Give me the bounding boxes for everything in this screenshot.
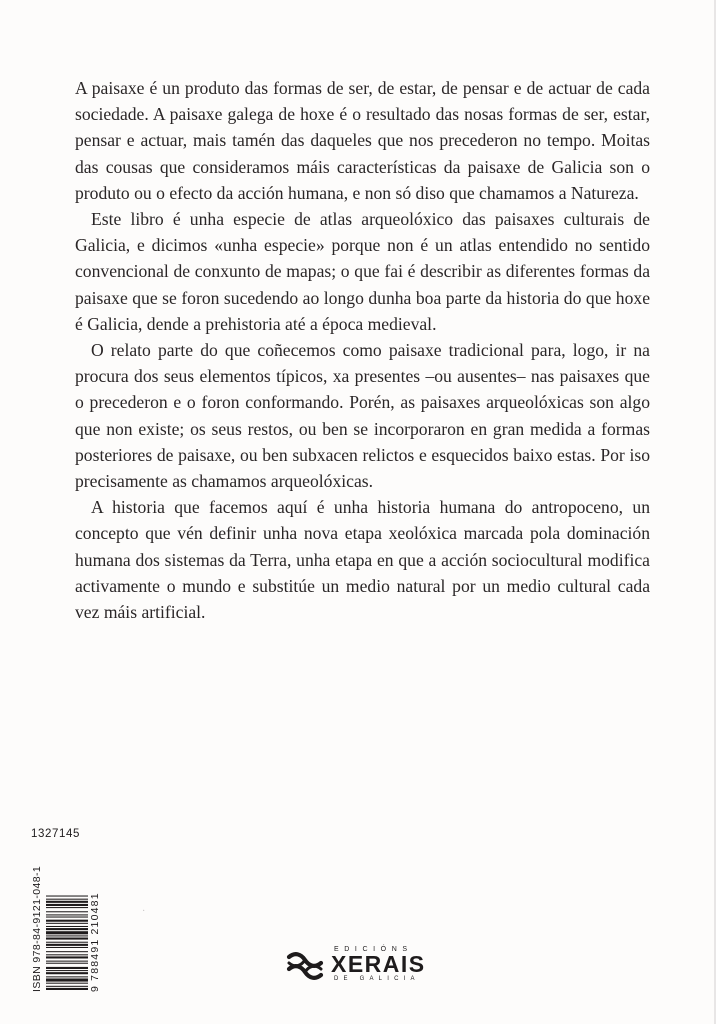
- isbn-barcode-rotated: [31, 848, 103, 992]
- isbn-label: ISBN 978-84-9121-048-1: [31, 865, 43, 992]
- paragraph-1: A paisaxe é un produto das formas de ser, de estar, de pensar e de actuar de cada sociedade. A paisaxe galega de hoxe é o resultado das nosas formas de ser, estar, pensar e actuar, mais tamén das daqueles que nos precederon no tempo. Moitas das cousas que consideramos máis características da paisaxe de Galicia son o produto ou o efecto da acción humana, e non só diso que chamamos a Natureza.: [75, 78, 650, 203]
- paragraph-3: O relato parte do que coñecemos como paisaxe tradicional para, logo, ir na procura dos seus elementos típicos, xa presentes –ou ausentes– nas paisaxes que o precederon e o foron conformando. Porén, as paisaxes arqueolóxicas son algo que non existe; os seus restos, ou ben se incorporaron en gran medida a formas posteriores de paisaxe, ou ben subxacen relictos e esquecidos baixo estas. Por iso precisamente as chamamos arqueolóxicas.: [75, 340, 650, 492]
- logo-top-line: EDICIÓNS: [334, 946, 413, 953]
- logo-name: XERAIS: [331, 951, 426, 977]
- barcode-bars: [46, 848, 88, 992]
- publisher-logo: [285, 944, 430, 984]
- paragraph-2: Este libro é unha especie de atlas arqueolóxico das paisaxes culturais de Galicia, e dicimos «unha especie» porque non é un atlas entendido no sentido convencional de conxunto de mapas; o que fai é describir as diferentes formas da paisaxe que se foron sucedendo ao longo dunha boa parte da historia do que hoxe é Galicia, dende a prehistoria até a época medieval.: [75, 209, 650, 334]
- logo-bottom-line: DE GALICIA: [334, 976, 420, 982]
- xerais-logo-icon: [285, 952, 325, 980]
- back-cover-text: [75, 75, 650, 625]
- stray-mark: ·: [142, 906, 146, 917]
- barcode-serial-number: 1327145: [31, 828, 80, 840]
- ean-digits: 9 788491 210481: [89, 892, 101, 992]
- paragraph-4: A historia que facemos aquí é unha historia humana do antropoceno, un concepto que vén definir unha nova etapa xeolóxica marcada pola dominación humana dos sistemas da Terra, unha etapa en que a acción sociocultural modifica activamente o mundo e substitúe un medio natural por un medio cultural cada vez máis artificial.: [75, 497, 650, 623]
- isbn-barcode: [31, 848, 103, 992]
